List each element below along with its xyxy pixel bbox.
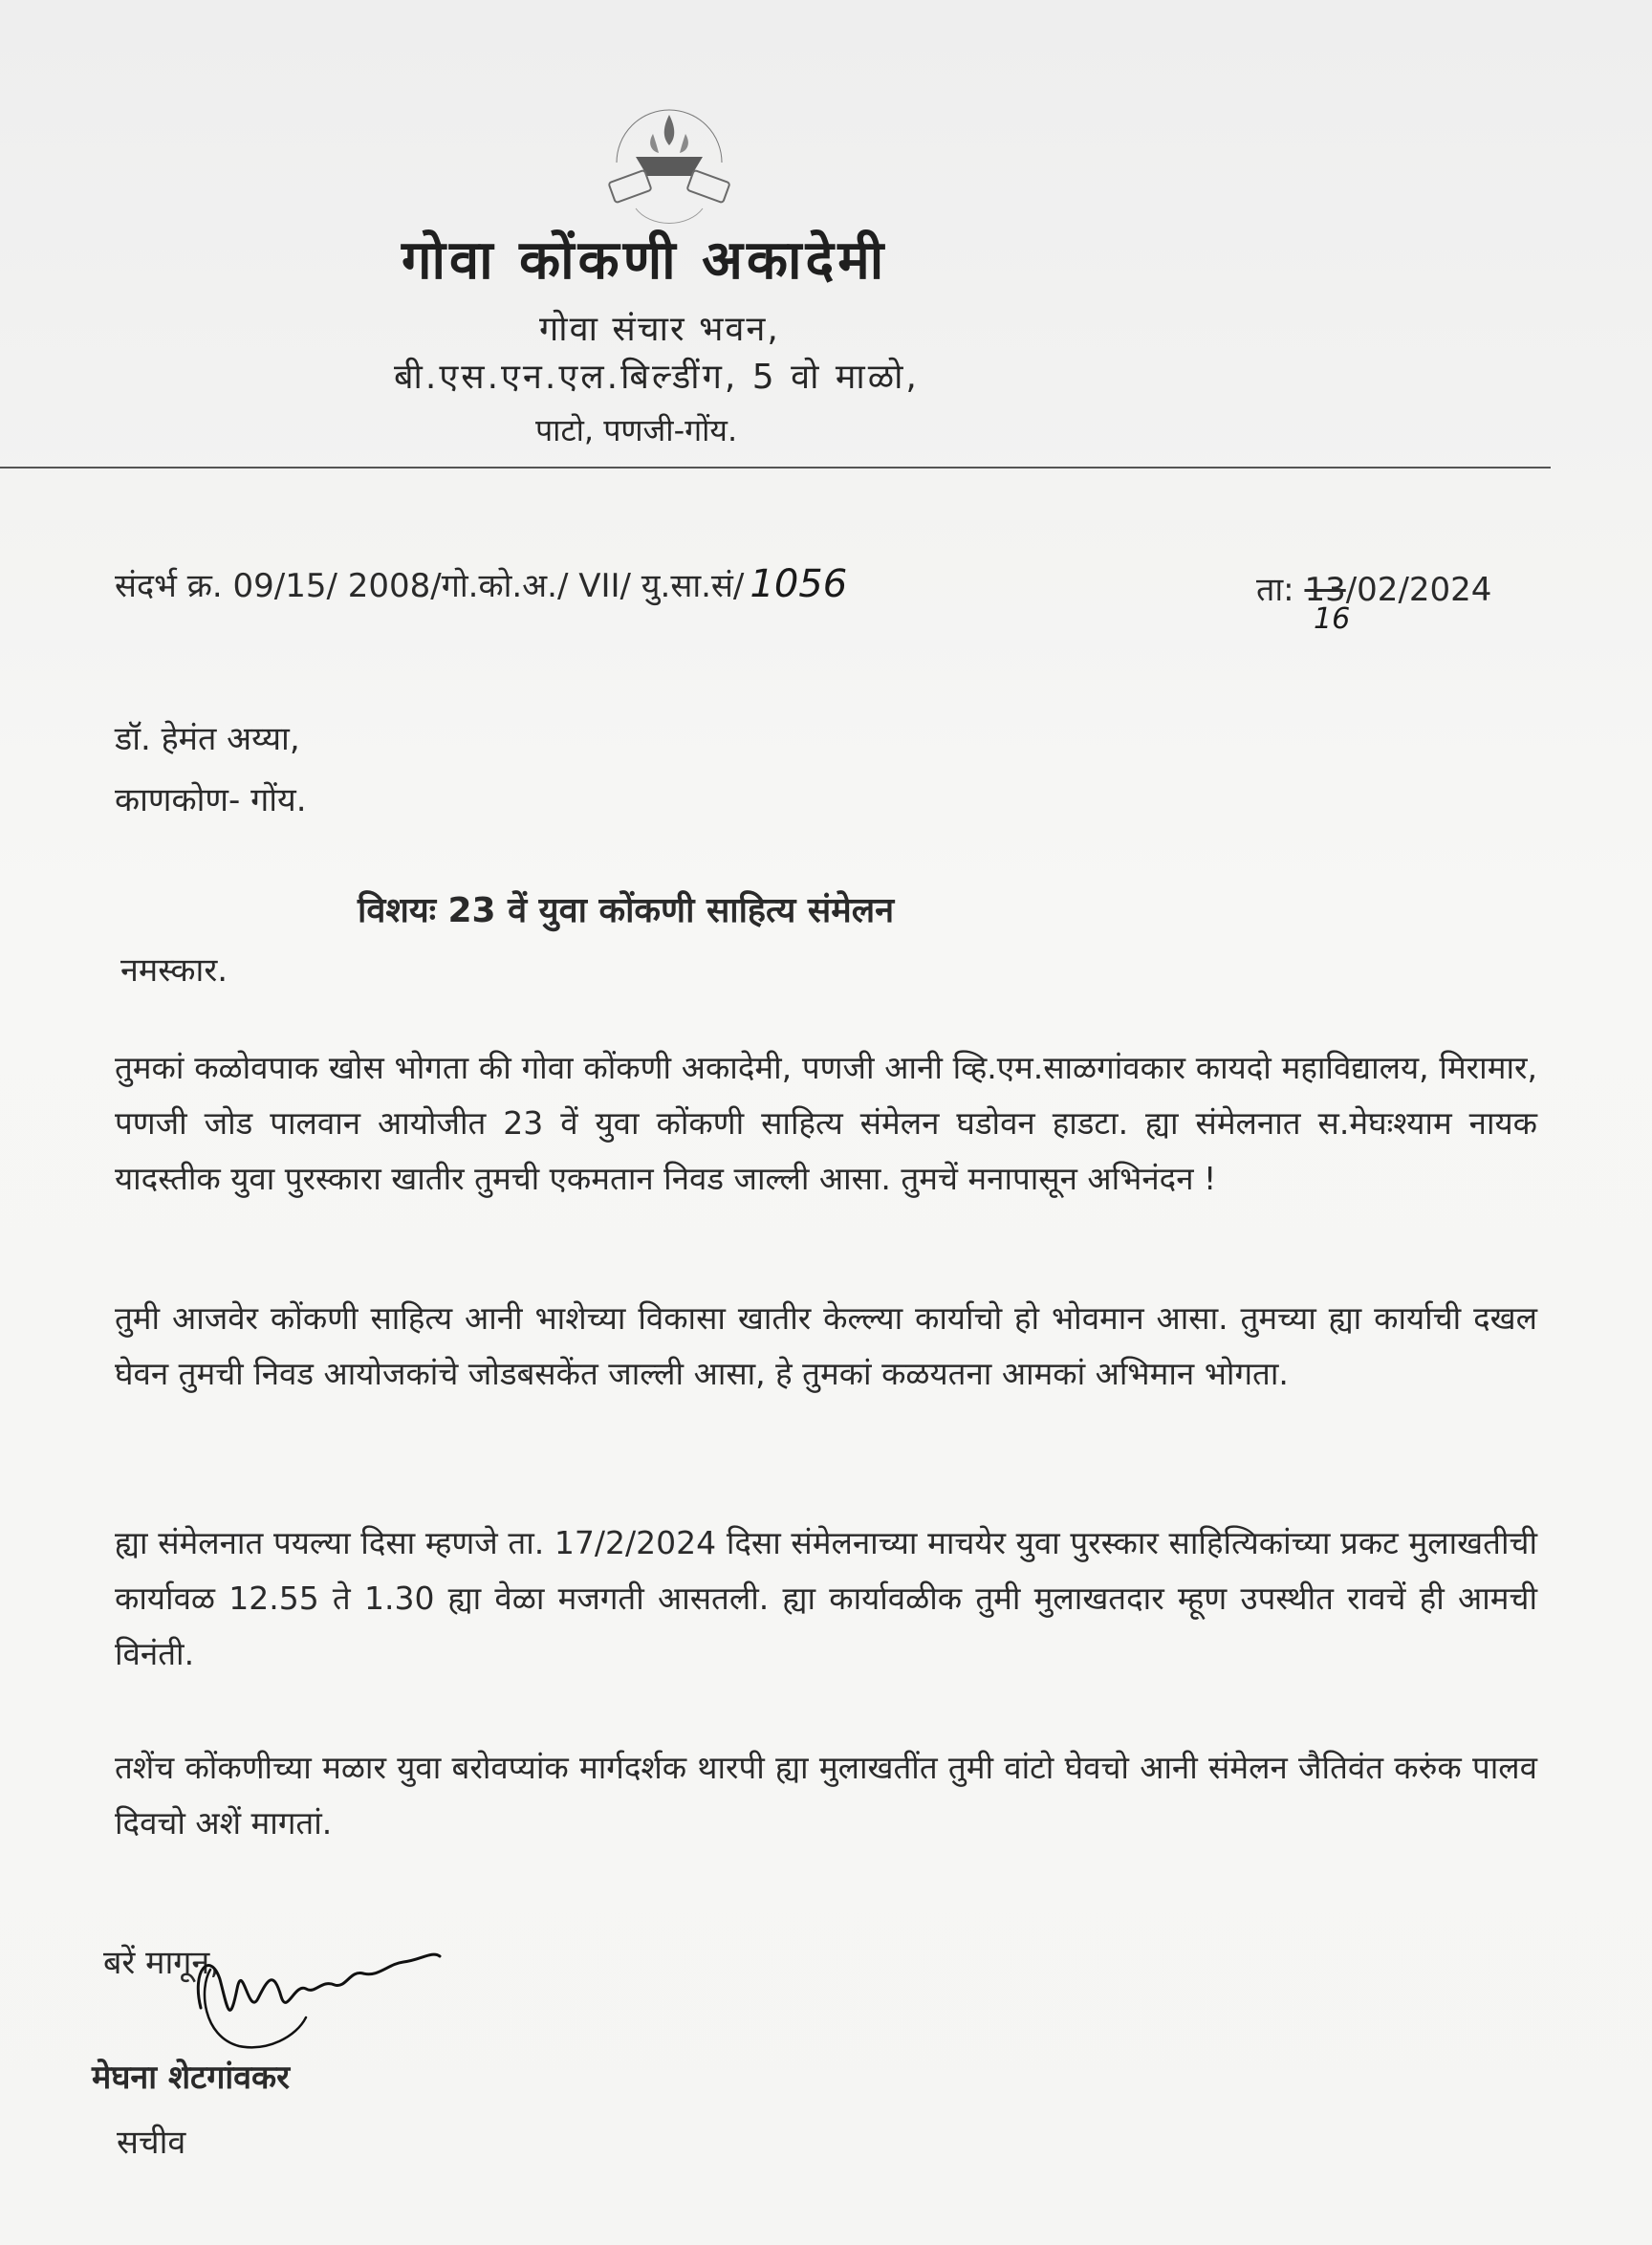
body-paragraph: तुमकां कळोवपाक खोस भोगता की गोवा कोंकणी अकादेमी, पणजी आनी व्हि.एम.साळगांवकार कायदो महाविद्यालय, मिरामार, पणजी जोड पालवान आयोजीत 23 वें युवा कोंकणी साहित्य संमेलन घडोवन हाडटा. ह्या संमेलनात स.मेघःश्याम नायक यादस्तीक युवा पुरस्कारा खातीर तुमची एकमतान निवड जाल्ली आसा. तुमचें मनापासून अभिनंदन ! [115, 1049, 1537, 1197]
date-struck-day: 13 [1304, 571, 1346, 609]
letter-subject: विशयः 23 वें युवा कोंकणी साहित्य संमेलन [358, 891, 895, 930]
closing-line: बरें मागून, [103, 1944, 221, 1982]
address-line-2: बी.एस.एन.एल.बिल्डींग, 5 वो माळो, [394, 358, 920, 397]
signatory-designation: सचीव [117, 2124, 186, 2162]
handwritten-signature-icon [182, 1912, 449, 2075]
date-handwritten-correction: 16 [1314, 602, 1351, 636]
date-rest: /02/2024 [1345, 571, 1492, 609]
letter-date [1256, 566, 1491, 610]
greeting: नमस्कार. [120, 951, 228, 990]
academy-logo-icon [598, 96, 741, 229]
reference-label: संदर्भ क्र. 09/15/ 2008/गो.को.अ./ VII/ यु.सा.सं/ [115, 567, 745, 605]
body-paragraph: ह्या संमेलनात पयल्या दिसा म्हणजे ता. 17/2/2024 दिसा संमेलनाच्या माचयेर युवा पुरस्कार साहित्यिकांच्या प्रकट मुलाखतीची कार्यावळ 12.55 ते 1.30 ह्या वेळा मजगती आसतली. ह्या कार्यावळीक तुमी मुलाखतदार म्हूण उपस्थीत रावचें ही आमची विनंती. [115, 1524, 1537, 1672]
address-line-3: पाटो, पणजी-गोंय. [535, 412, 738, 448]
header-divider [0, 467, 1551, 469]
body-paragraph: तशेंच कोंकणीच्या मळार युवा बरोवप्यांक मार्गदर्शक थारपी ह्या मुलाखतींत तुमी वांटो घेवचो आनी संमेलन जैतिवंत करुंक पालव दिवचो अशें मागतां. [115, 1749, 1537, 1842]
reference-handwritten-number: 1056 [750, 562, 848, 606]
recipient-name: डॉ. हेमंत अय्या, [115, 720, 300, 758]
address-line-1: गोवा संचार भवन, [539, 310, 780, 349]
signatory-name: मेघना शेटगांवकर [92, 2059, 291, 2097]
body-paragraph: तुमी आजवेर कोंकणी साहित्य आनी भाशेच्या विकासा खातीर केल्ल्या कार्याचो हो भोवमान आसा. तुमच्या ह्या कार्याची दखल घेवन तुमची निवड आयोजकांचे जोडबसकेंत जाल्ली आसा, हे तुमकां कळयतना आमकां अभिमान भोगता. [115, 1299, 1537, 1392]
reference-number [115, 562, 847, 606]
organization-name: गोवा कोंकणी अकादेमी [402, 229, 888, 292]
recipient-place: काणकोण- गोंय. [115, 781, 307, 819]
date-prefix: ता: [1256, 571, 1305, 609]
